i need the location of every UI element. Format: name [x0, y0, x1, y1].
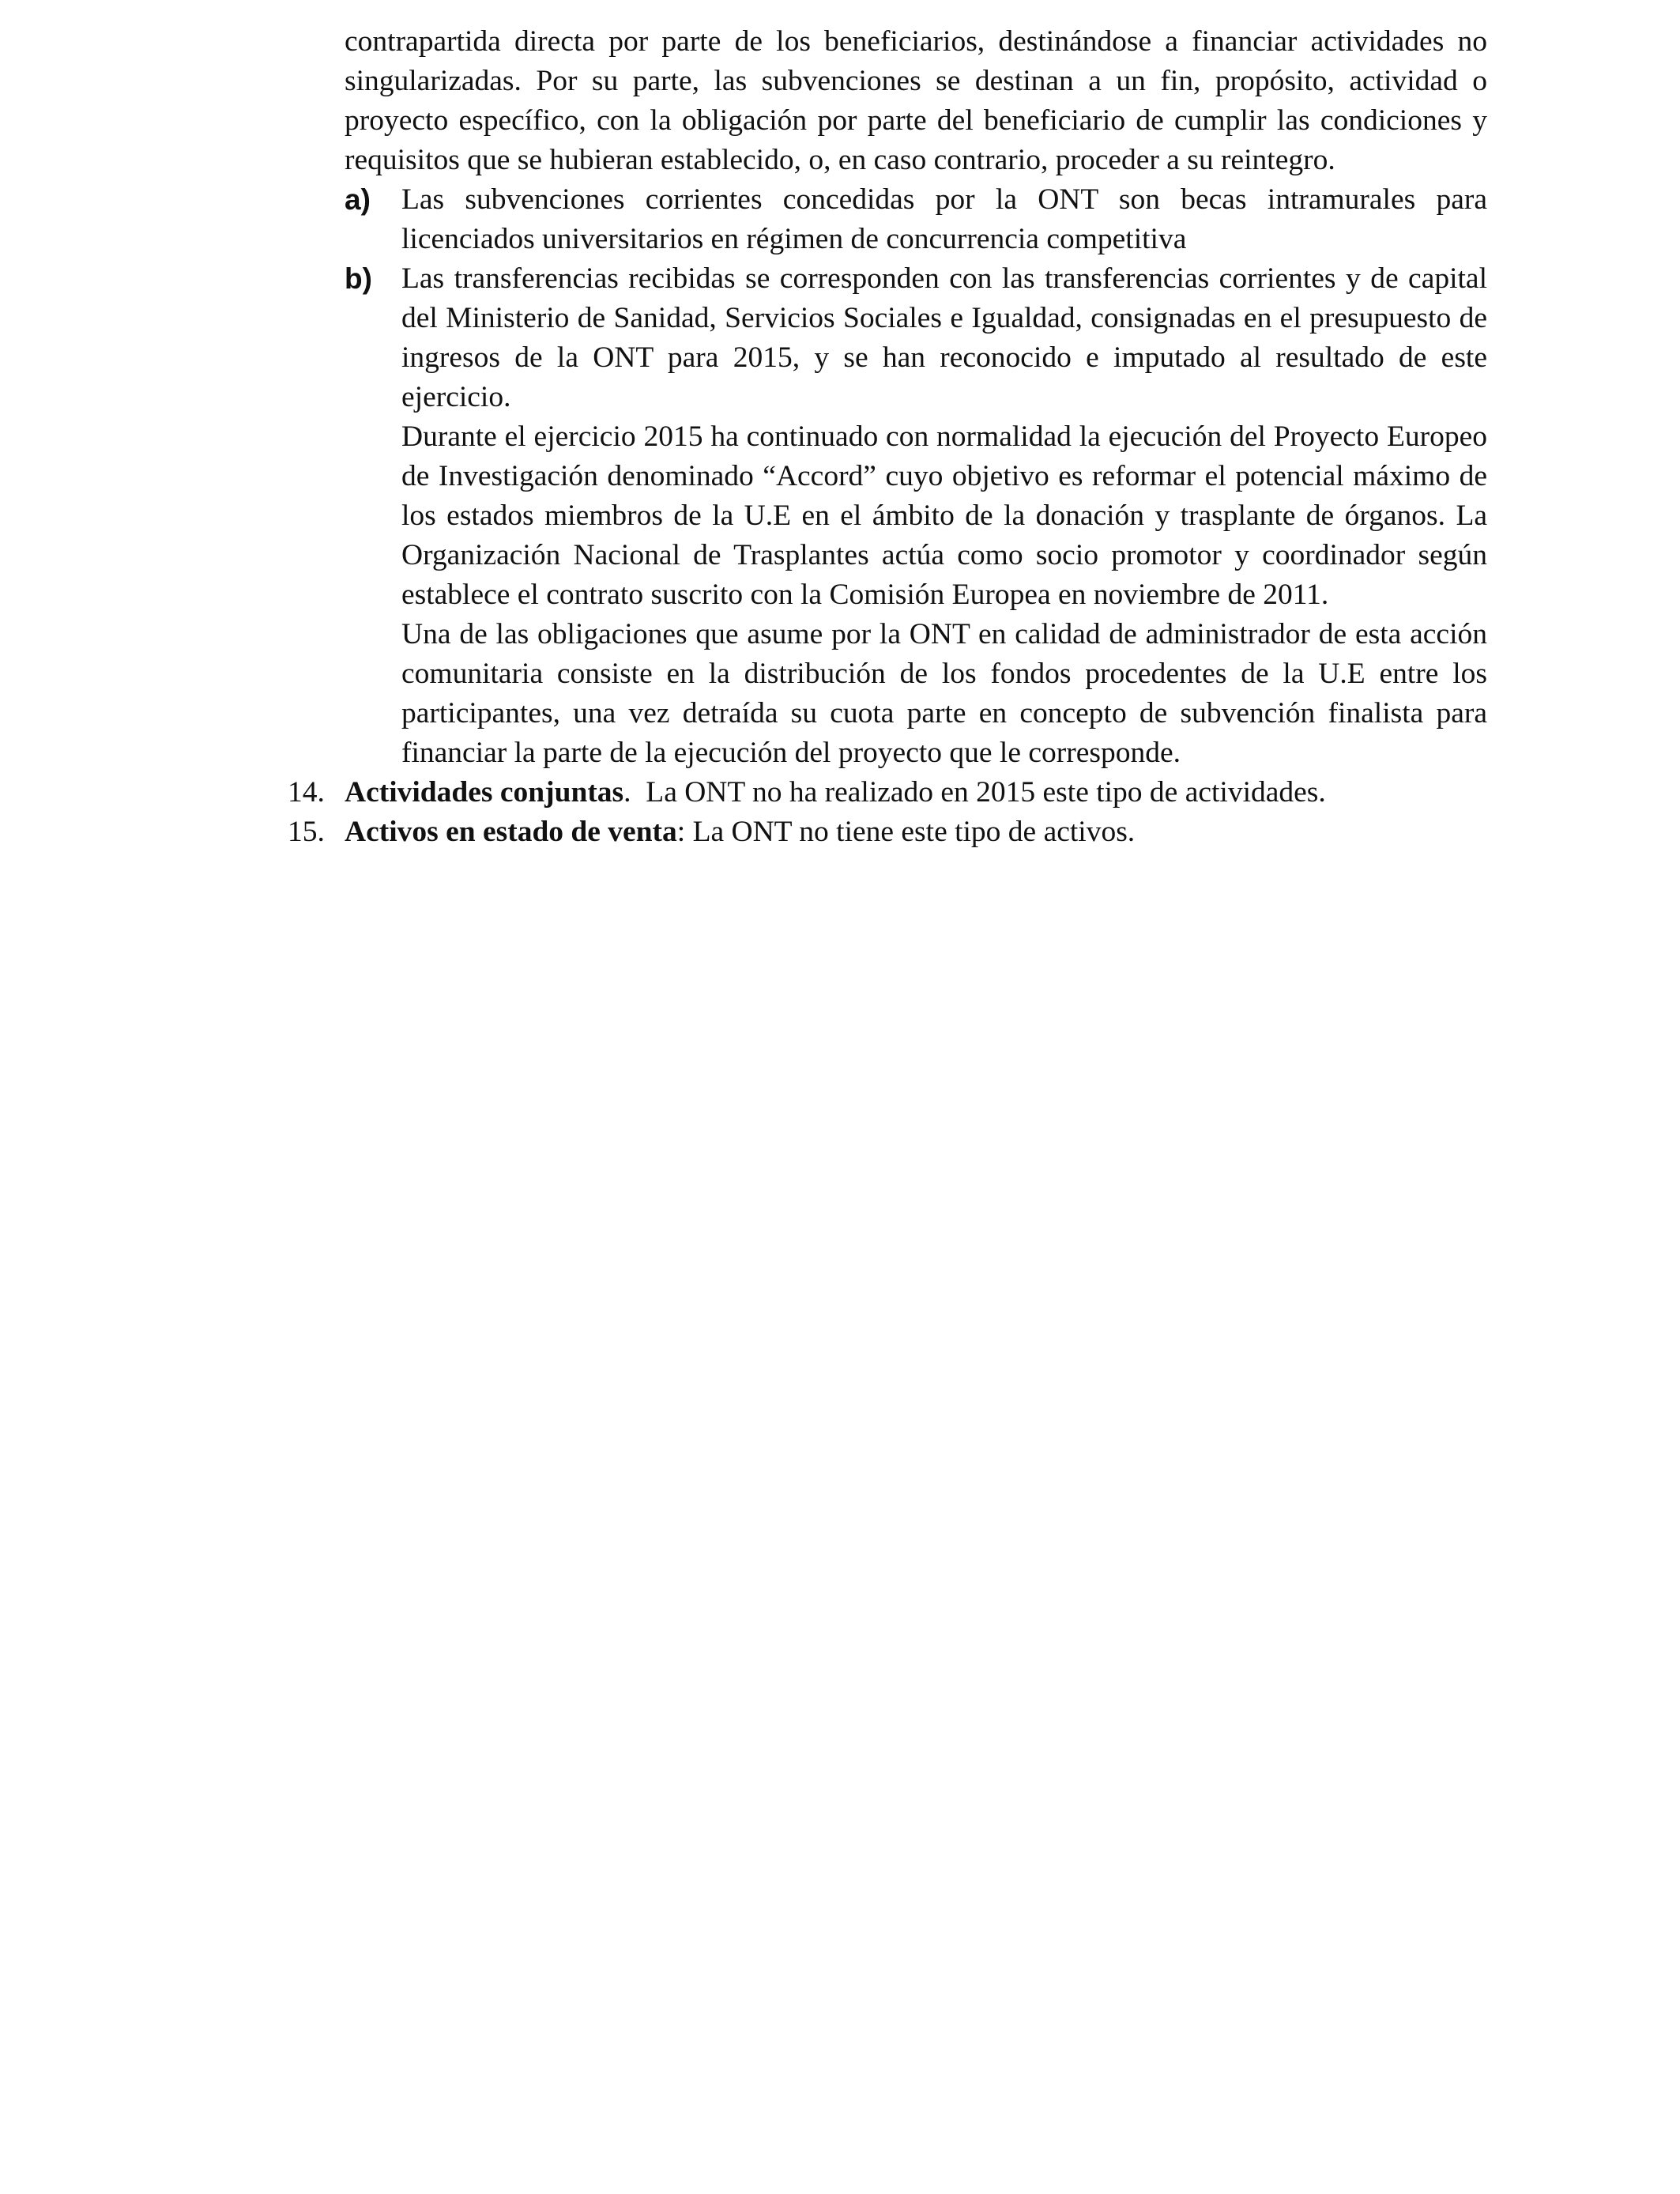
section-separator: : — [676, 816, 686, 848]
section-text: La ONT no tiene este tipo de activos. — [685, 816, 1136, 848]
list-marker: a) — [345, 183, 371, 216]
list-item-b — [345, 259, 1487, 773]
list-item-paragraph: Una de las obligaciones que asume por la ONT en calidad de administrador de esta acción comunitaria consiste en la distribución de los fondos procedentes de la U.E entre los participantes, una vez detraída su cuota parte en concepto de subvención finalista para financiar la parte de la ejecución del proyecto que le corresponde. — [401, 618, 1487, 769]
section-separator: . — [623, 776, 631, 809]
document-body — [288, 22, 1487, 852]
section-number: 15. — [288, 816, 325, 848]
section-14 — [288, 773, 1487, 812]
list-item-paragraph: Las subvenciones corrientes concedidas por la ONT son becas intramurales para licenciados universitarios en régimen de concurrencia competitiva — [401, 183, 1487, 255]
section-title: Actividades conjuntas — [345, 776, 624, 809]
list-item-paragraph: Durante el ejercicio 2015 ha continuado con normalidad la ejecución del Proyecto Europeo de Investigación denominado “Accord” cuyo objetivo es reformar el potencial máximo de los estados miembros de la U.E en el ámbito de la donación y trasplante de órganos. La Organización Nacional de Trasplantes actúa como socio promotor y coordinador según establece el contrato suscrito con la Comisión Europea en noviembre de 2011. — [401, 420, 1487, 611]
list-item-paragraph: Las transferencias recibidas se corresponden con las transferencias corrientes y de capital del Ministerio de Sanidad, Servicios Sociales e Igualdad, consignadas en el presupuesto de ingresos de la ONT para 2015, y se han reconocido e imputado al resultado de este ejercicio. — [401, 262, 1487, 413]
section-15 — [288, 812, 1487, 852]
section-text: La ONT no ha realizado en 2015 este tipo de actividades. — [631, 776, 1326, 809]
list-marker: b) — [345, 262, 372, 295]
intro-paragraph: contrapartida directa por parte de los beneficiarios, destinándose a financiar actividades no singularizadas. Por su parte, las subvenciones se destinan a un fin, propósito, actividad o proyecto específico, con la obligación por parte del beneficiario de cumplir las condiciones y requisitos que se hubieran establecido, o, en caso contrario, proceder a su reintegro. — [345, 25, 1487, 176]
section-number: 14. — [288, 776, 325, 809]
section-title: Activos en estado de venta — [345, 816, 677, 848]
list-item-a — [345, 180, 1487, 259]
